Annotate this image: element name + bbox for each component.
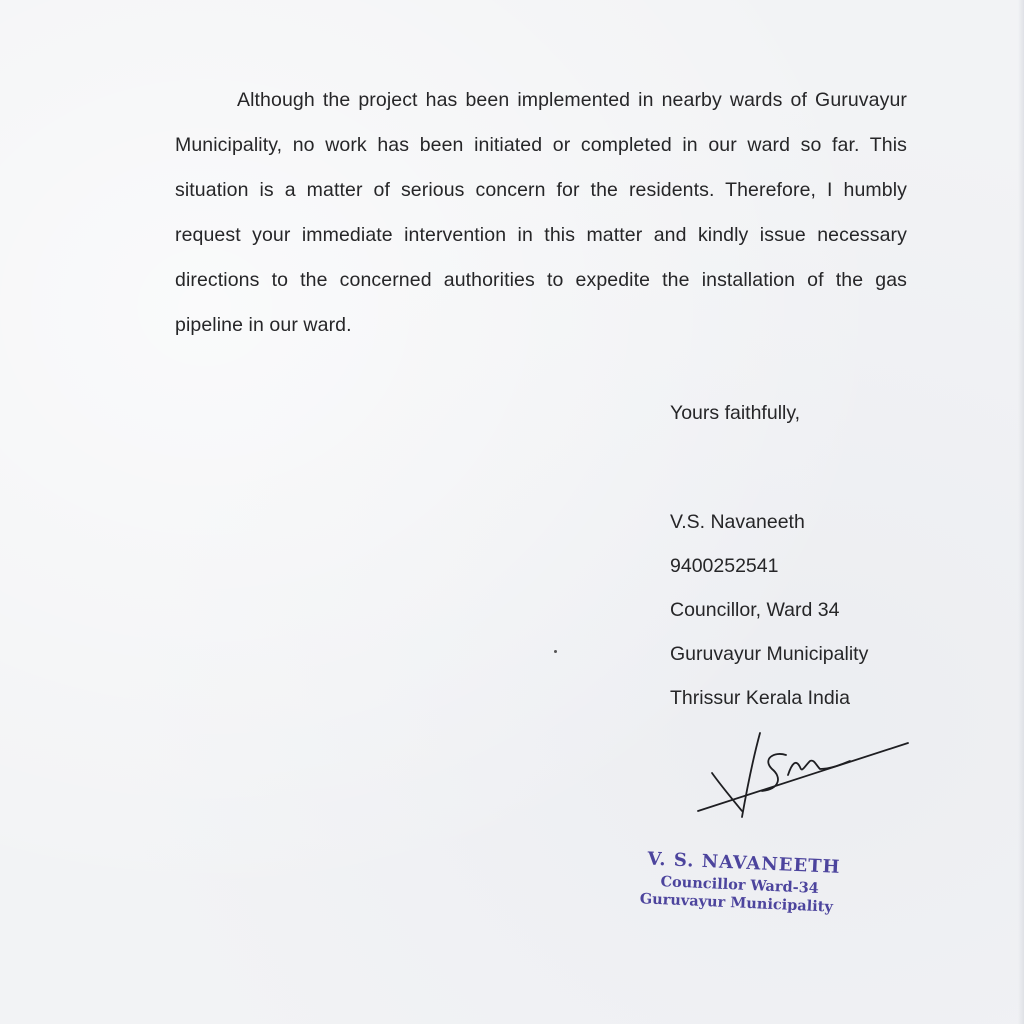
official-stamp [633, 848, 868, 938]
sender-name: V.S. Navaneeth [670, 511, 805, 533]
stamp-name: V. S. NAVANEETH [647, 848, 841, 878]
sender-location: Thrissur Kerala India [670, 687, 850, 709]
sender-designation: Councillor, Ward 34 [670, 599, 840, 621]
scan-speck [554, 650, 557, 653]
stamp-designation: Councillor Ward-34 [660, 873, 820, 898]
letter-body-text: Although the project has been implemented in nearby wards of Guruvayur Municipality, no work has been initiated or completed in our ward so far. This situation is a matter of serious concern for the residents. Therefore, I humbly request your immediate intervention in this matter and kindly issue necessary directions to the concerned authorities to expedite the installation of the gas pipeline in our ward. [175, 89, 907, 336]
sender-block [670, 500, 868, 720]
sender-phone: 9400252541 [670, 555, 779, 577]
stamp-organization: Guruvayur Municipality [639, 890, 834, 916]
handwritten-signature [690, 725, 920, 835]
scan-edge-shadow [1018, 0, 1024, 1024]
sender-organization: Guruvayur Municipality [670, 643, 869, 665]
letter-body-paragraph [175, 78, 907, 348]
closing-salutation: Yours faithfully, [670, 402, 801, 424]
